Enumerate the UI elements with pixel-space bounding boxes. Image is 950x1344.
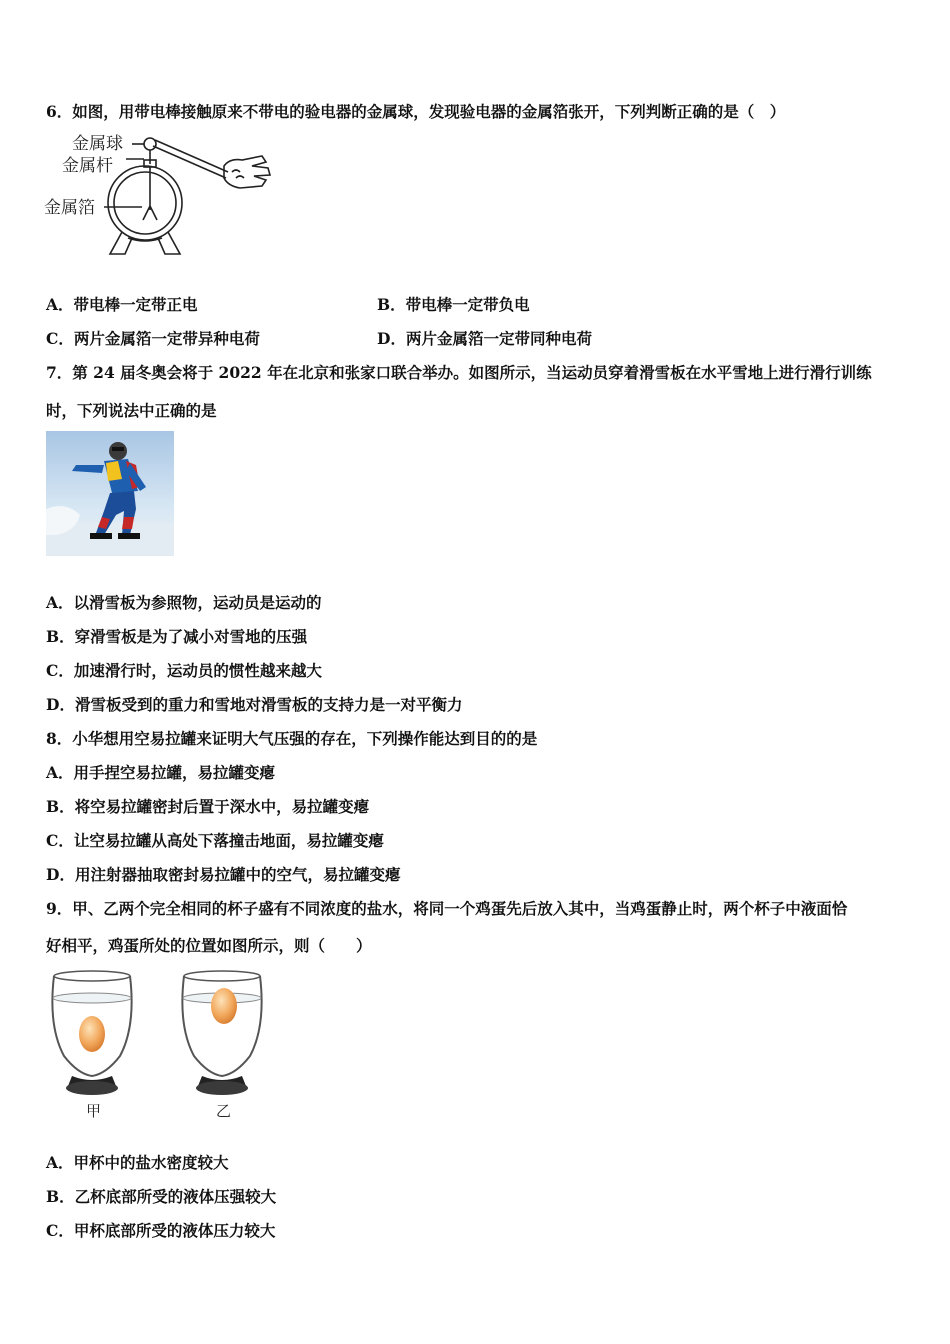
q9-stem-line1: 9．甲、乙两个完全相同的杯子盛有不同浓度的盐水，将同一个鸡蛋先后放入其中，当鸡蛋静止时，两个杯子中液面恰 [46, 899, 848, 918]
q8-option-c: C．让空易拉罐从高处下落撞击地面，易拉罐变瘪 [46, 831, 384, 850]
q6-option-d: D．两片金属箔一定带同种电荷 [377, 329, 592, 348]
q7-option-a: A．以滑雪板为参照物，运动员是运动的 [46, 593, 322, 612]
q9-option-b: B．乙杯底部所受的液体压强较大 [46, 1187, 277, 1206]
cup-jia [52, 971, 131, 1095]
q9-option-a: A．甲杯中的盐水密度较大 [46, 1153, 229, 1172]
label-metal-ball: 金属球 [72, 134, 123, 154]
q6-option-c: C．两片金属箔一定带异种电荷 [46, 329, 260, 348]
skier-photo [46, 431, 174, 556]
q6-option-a: A．带电棒一定带正电 [46, 295, 198, 314]
q8-option-a: A．用手捏空易拉罐，易拉罐变瘪 [46, 763, 276, 782]
q8-stem: 8．小华想用空易拉罐来证明大气压强的存在，下列操作能达到目的的是 [46, 729, 538, 748]
q7-option-d: D．滑雪板受到的重力和雪地对滑雪板的支持力是一对平衡力 [46, 695, 463, 714]
label-cup-jia: 甲 [86, 1102, 102, 1120]
egg-cups-figure [44, 966, 279, 1122]
q7-option-c: C．加速滑行时，运动员的惯性越来越大 [46, 661, 322, 680]
q9-stem-line2: 好相平，鸡蛋所处的位置如图所示，则（ ） [46, 936, 372, 955]
q6-option-b: B．带电棒一定带负电 [377, 295, 530, 314]
q7-stem-line1: 7．第 24 届冬奥会将于 2022 年在北京和张家口联合举办。如图所示，当运动员穿着滑雪板在水平雪地上进行滑行训练 [46, 363, 872, 382]
egg-yi [211, 988, 237, 1024]
label-cup-yi: 乙 [216, 1102, 232, 1120]
label-metal-rod: 金属杆 [62, 156, 113, 176]
egg-jia [79, 1016, 105, 1052]
electroscope-figure [40, 128, 275, 263]
q8-option-b: B．将空易拉罐密封后置于深水中，易拉罐变瘪 [46, 797, 370, 816]
q8-option-d: D．用注射器抽取密封易拉罐中的空气，易拉罐变瘪 [46, 865, 401, 884]
q6-stem: 6．如图，用带电棒接触原来不带电的验电器的金属球，发现验电器的金属箔张开，下列判断正确的是（ ） [46, 102, 786, 121]
label-metal-foil: 金属箔 [44, 198, 95, 218]
cup-yi [182, 971, 261, 1095]
q9-option-c: C．甲杯底部所受的液体压力较大 [46, 1221, 276, 1240]
q7-option-b: B．穿滑雪板是为了减小对雪地的压强 [46, 627, 308, 646]
q7-stem-line2: 时，下列说法中正确的是 [46, 401, 217, 420]
